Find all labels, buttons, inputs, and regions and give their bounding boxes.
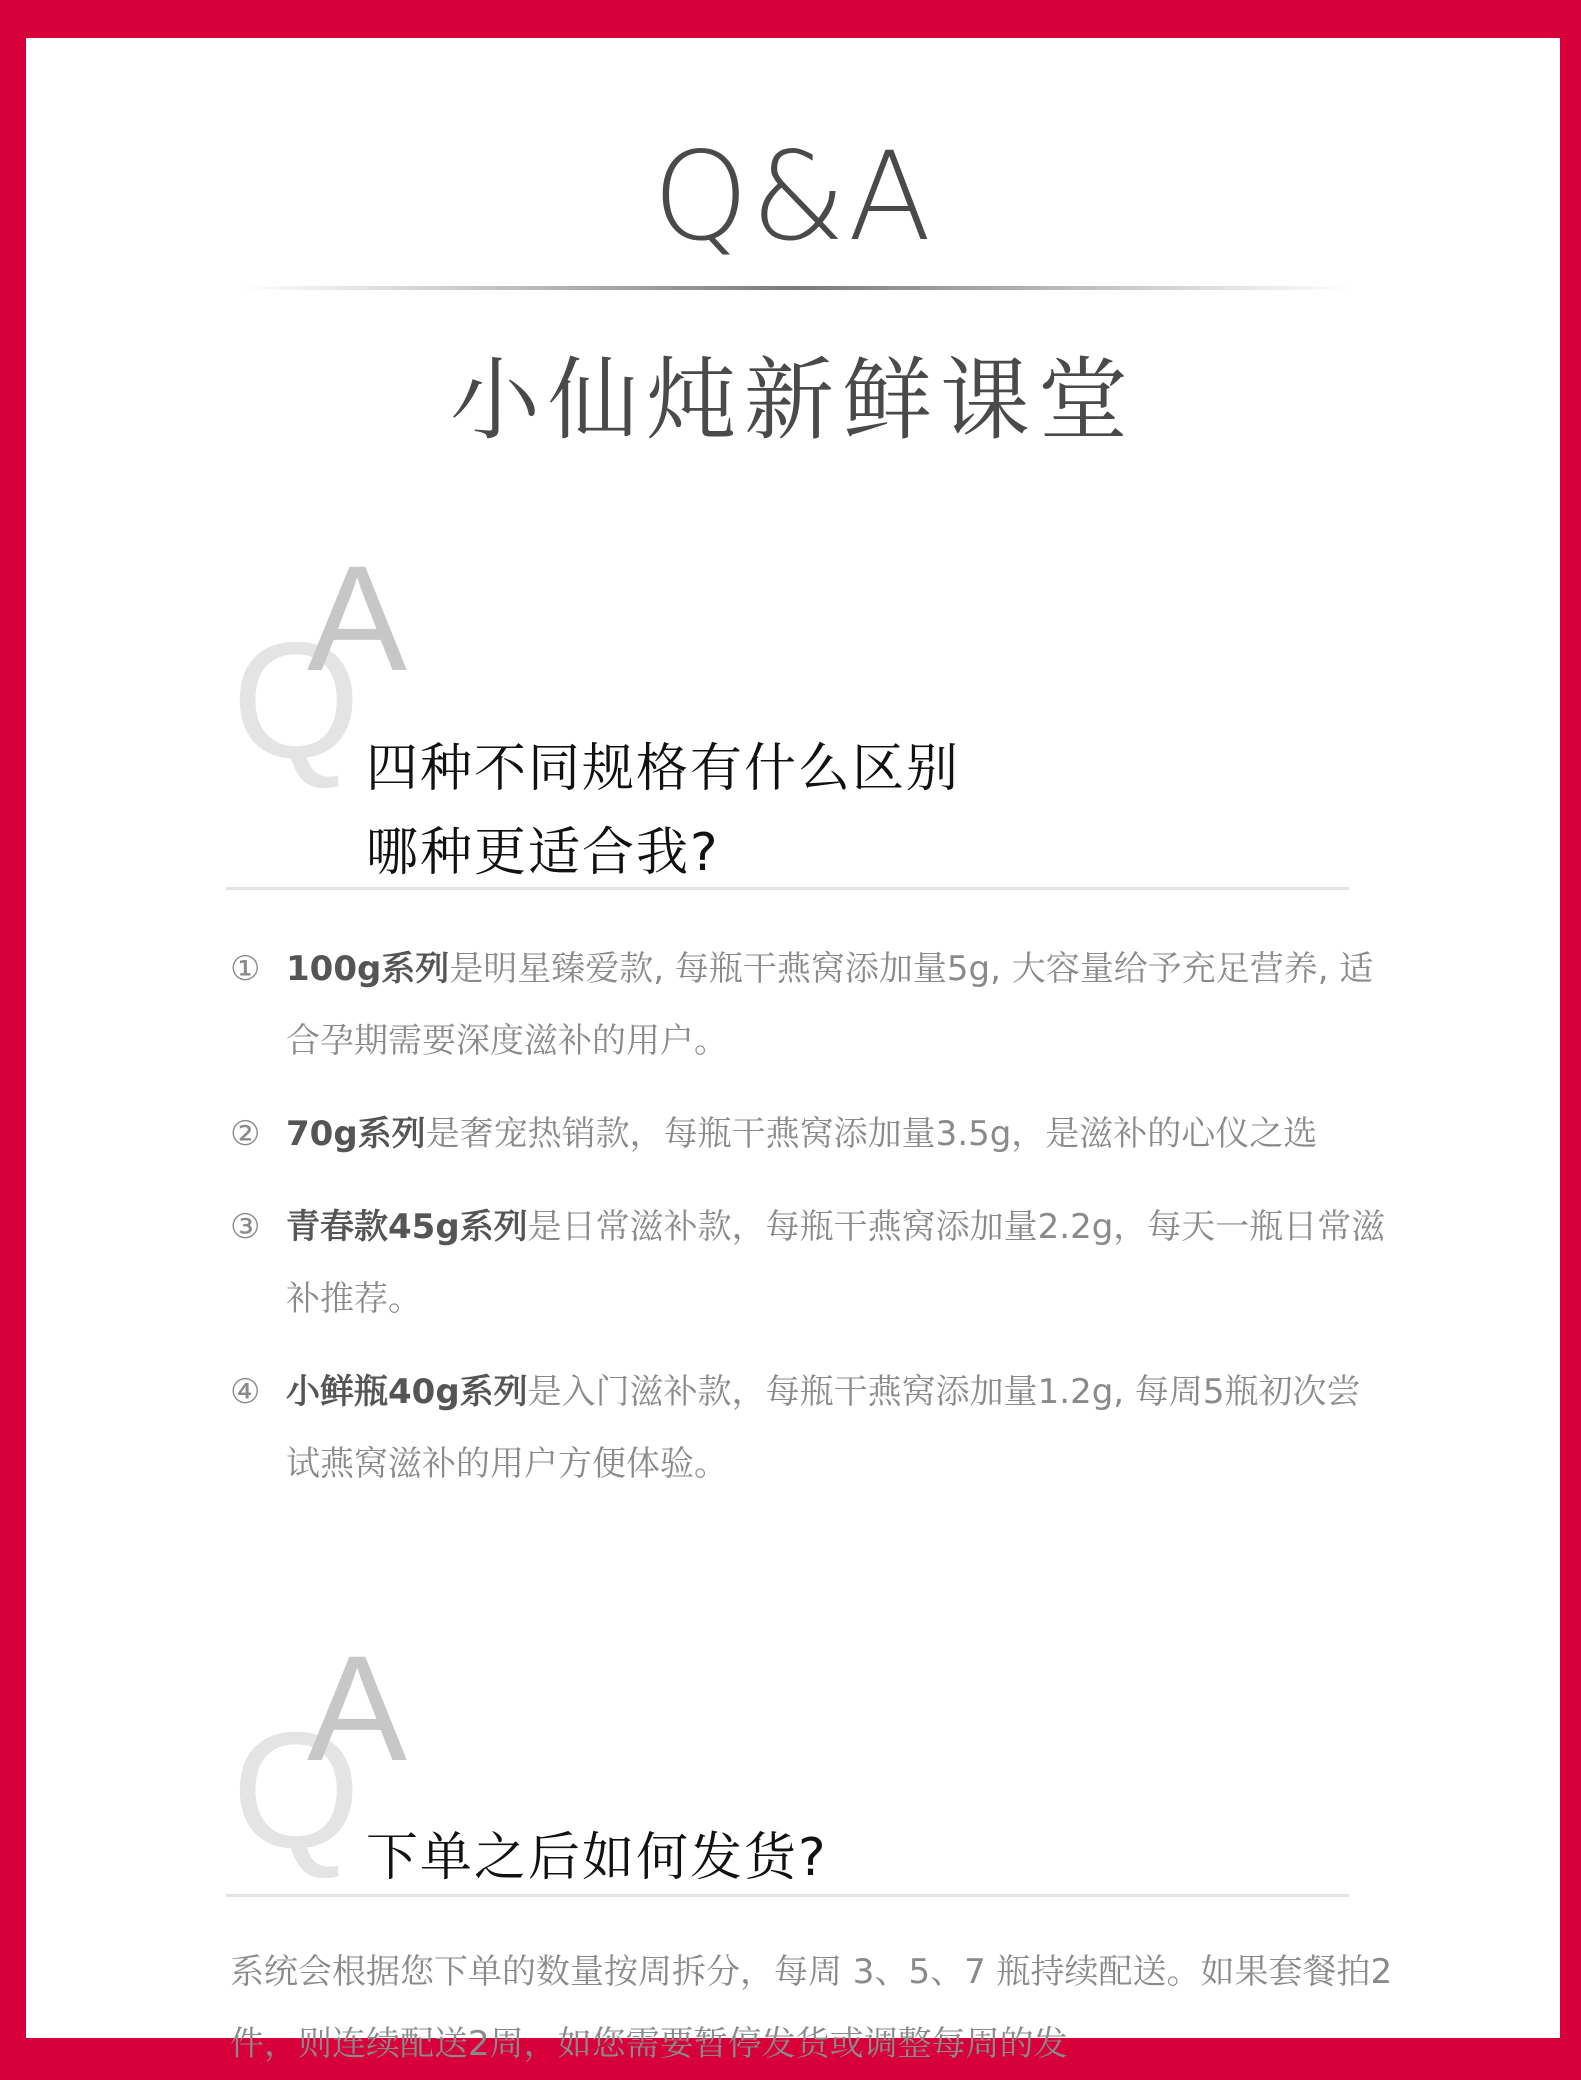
question-1-line-1: 四种不同规格有什么区别 bbox=[366, 739, 961, 799]
item-number: ② bbox=[230, 1114, 261, 1154]
question-2-divider bbox=[226, 1894, 1349, 1897]
item-number: ① bbox=[230, 949, 261, 989]
page-title: Q&A bbox=[652, 126, 934, 268]
item-number: ③ bbox=[230, 1207, 261, 1247]
answer-item bbox=[230, 933, 1410, 1077]
item-bold-label: 青春款45g系列 bbox=[286, 1207, 528, 1247]
item-description: 是入门滋补款，每瓶干燕窝添加量1.2g, 每周5瓶初次尝试燕窝滋补的用户方便体验。 bbox=[286, 1372, 1361, 1484]
item-bold-label: 70g系列 bbox=[286, 1114, 426, 1154]
question-1-line-2: 哪种更适合我? bbox=[366, 823, 720, 883]
item-bold-label: 小鲜瓶40g系列 bbox=[286, 1372, 528, 1412]
answer-item bbox=[230, 1191, 1410, 1335]
answer-list bbox=[230, 933, 1410, 1521]
question-2: 下单之后如何发货? bbox=[366, 1828, 828, 1888]
qa-decor-q: Q bbox=[232, 1698, 361, 1882]
qa-decor-a: A bbox=[307, 534, 408, 702]
qa-decor-a: A bbox=[307, 1624, 408, 1792]
item-number: ④ bbox=[230, 1372, 261, 1412]
item-bold-label: 100g系列 bbox=[286, 949, 450, 989]
content-panel bbox=[26, 38, 1560, 2064]
qa-decor-q: Q bbox=[232, 608, 361, 792]
answer-2-text: 系统会根据您下单的数量按周拆分，每周 3、5、7 瓶持续配送。如果套餐拍2件，则连续配送2周，如您需要暂停发货或调整每周的发 bbox=[230, 1952, 1393, 2064]
answer-item bbox=[230, 1356, 1410, 1500]
answer-item bbox=[230, 1098, 1410, 1170]
question-1-divider bbox=[226, 887, 1349, 890]
item-description: 是日常滋补款，每瓶干燕窝添加量2.2g，每天一瓶日常滋补推荐。 bbox=[286, 1207, 1386, 1319]
item-description: 是明星臻爱款, 每瓶干燕窝添加量5g, 大容量给予充足营养, 适合孕期需要深度滋补的用户。 bbox=[286, 949, 1374, 1061]
page-subtitle: 小仙炖新鲜课堂 bbox=[450, 348, 1136, 453]
title-divider bbox=[241, 286, 1351, 290]
item-description: 是奢宠热销款，每瓶干燕窝添加量3.5g，是滋补的心仪之选 bbox=[425, 1114, 1318, 1154]
